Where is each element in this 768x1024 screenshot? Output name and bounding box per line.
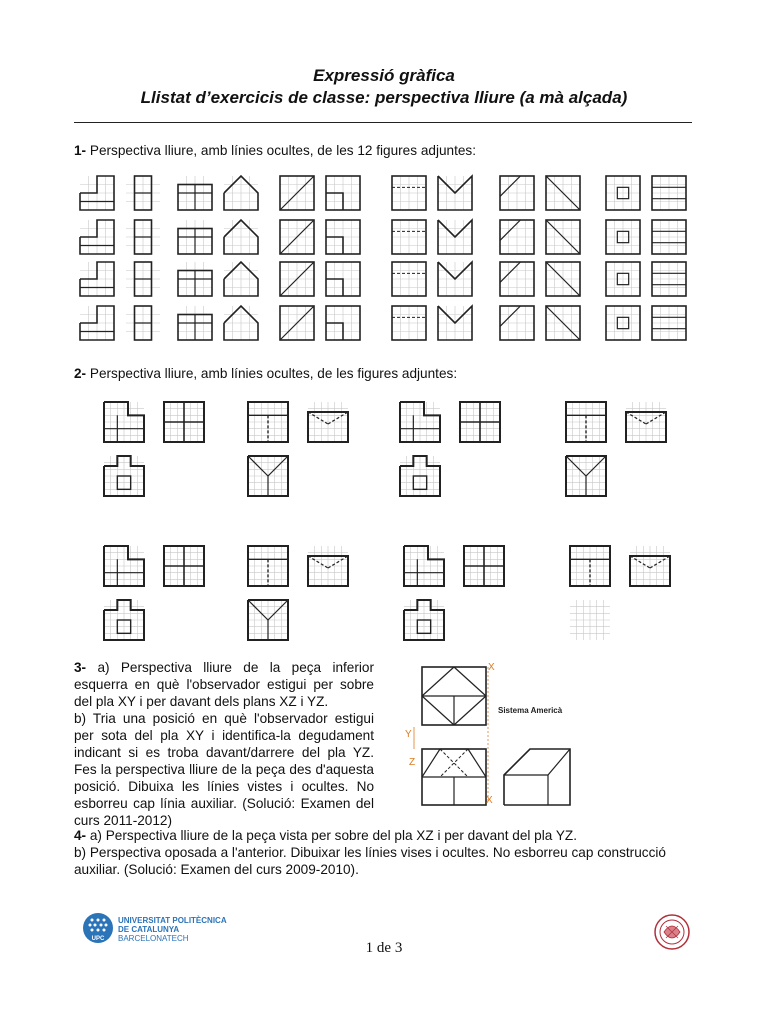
exercise-1-view (80, 262, 114, 296)
header-rule (74, 122, 692, 123)
exercise-1-statement (74, 142, 476, 159)
exercise-2-view (400, 402, 440, 442)
exercise-1-view (126, 220, 160, 254)
exercise-2-statement (74, 365, 457, 382)
exercise-1-view (500, 262, 534, 296)
exercise-3-statement (74, 659, 374, 829)
exercise-2-view (248, 456, 288, 496)
exercise-1-view (224, 306, 258, 340)
exercise-1-view (326, 306, 360, 340)
exercise-1-view (126, 262, 160, 296)
exercise-3-text-a: a) Perspectiva lliure de la peça inferior esquerra en què l'observador estigui per sobre del pla XY i per davant dels plans XZ i YZ. (74, 660, 374, 709)
exercise-1-view (438, 220, 472, 254)
exercise-1-view (178, 306, 212, 340)
exercise-1-view (392, 176, 426, 210)
exercise-1-view (392, 262, 426, 296)
exercise-1-view (224, 262, 258, 296)
exercise-1-view (438, 262, 472, 296)
exercise-1-view (224, 176, 258, 210)
university-name-line1: UNIVERSITAT POLITÈCNICA (118, 916, 227, 925)
exercise-2-view (570, 600, 610, 640)
exercise-1-view (392, 220, 426, 254)
page-number: 1 de 3 (365, 940, 403, 956)
exercise-1-view (126, 176, 160, 210)
exercise-2-view (248, 600, 288, 640)
axis-x-top-label: X (488, 662, 495, 673)
exercise-1-view (280, 220, 314, 254)
university-name-line3: BARCELONATECH (118, 934, 189, 943)
exercise-1-view (606, 262, 640, 296)
exercise-1-view (546, 176, 580, 210)
axis-x-bottom-label: X (486, 795, 493, 806)
exercise-1-view (80, 176, 114, 210)
exercise-1-view (546, 306, 580, 340)
exercise-1-view (500, 220, 534, 254)
exercise-1-view (178, 176, 212, 210)
document-subtitle: Llistat d’exercicis de classe: perspectiva lliure (a mà alçada) (140, 88, 628, 107)
exercise-1-view (280, 262, 314, 296)
exercise-1-view (500, 176, 534, 210)
exercise-1-figures (0, 168, 768, 368)
exercise-2-view (404, 600, 444, 640)
exercise-1-view (438, 176, 472, 210)
exercise-2-view (104, 402, 144, 442)
exercise-1-view (606, 220, 640, 254)
axis-z-label: Z (409, 757, 416, 768)
exercise-2-view (104, 546, 144, 586)
system-label: Sistema Americà (498, 706, 563, 715)
exercise-4-text-a: a) Perspectiva lliure de la peça vista per sobre del pla XZ i per davant del pla YZ. (89, 828, 577, 843)
exercise-2-view (104, 456, 144, 496)
exercise-4-number: 4- (74, 828, 87, 843)
exercise-1-view (178, 262, 212, 296)
exercise-1-view (546, 220, 580, 254)
exercise-2-view (308, 546, 348, 586)
exercise-1-view (652, 176, 686, 210)
exercise-3-number: 3- (74, 660, 87, 675)
exercise-3-views (422, 667, 570, 805)
exercise-1-view (80, 220, 114, 254)
exercise-2-view (104, 600, 144, 640)
axis-y-label: Y (405, 729, 412, 740)
exercise-2-view (464, 546, 504, 586)
exercise-1-view (326, 262, 360, 296)
exercise-1-view (606, 306, 640, 340)
exercise-1-view (392, 306, 426, 340)
exercise-1-view (126, 306, 160, 340)
upc-logo-text: UPC (91, 936, 105, 942)
exercise-1-view (546, 262, 580, 296)
exercise-1-view (280, 306, 314, 340)
exercise-3-figure (400, 657, 600, 817)
exercise-1-view (80, 306, 114, 340)
exercise-1-view (280, 176, 314, 210)
exercise-1-view (652, 220, 686, 254)
exercise-2-number: 2- (74, 366, 87, 381)
document-title: Expressió gràfica (313, 66, 455, 85)
exercise-3-text-b: b) Tria una posició en què l'observador estigui per sota del pla XY i identifica-la degudament indicant si es troba davant/darrere del pla YZ. Fes la perspectiva lliure de la peça des d'aquesta posició. Dibuixa les línies vistes i ocultes. No esborreu cap línia auxiliar. (Solució: Examen del curs 2011-2012) (74, 711, 374, 828)
exercise-2-view (400, 456, 440, 496)
exercise-1-view (606, 176, 640, 210)
exercise-1-view (326, 220, 360, 254)
exercise-2-view (570, 546, 610, 586)
exercise-2-view (248, 546, 288, 586)
exercise-2-view (308, 402, 348, 442)
exercise-1-view (500, 306, 534, 340)
exercise-1-text: Perspectiva lliure, amb línies ocultes, de les 12 figures adjuntes: (89, 143, 476, 158)
exercise-2-view (248, 402, 288, 442)
exercise-4-text-b: b) Perspectiva oposada a l'anterior. Dibuixar les línies vises i ocultes. No esborreu cap construcció auxiliar. (Solució: Examen del curs 2009-2010). (74, 845, 666, 877)
exercise-1-view (438, 306, 472, 340)
exercise-1-number: 1- (74, 143, 87, 158)
exercise-1-view (652, 306, 686, 340)
exercise-2-view (164, 402, 204, 442)
exercise-2-view (404, 546, 444, 586)
exercise-2-view (566, 456, 606, 496)
exercise-1-view (652, 262, 686, 296)
exercise-2-view (626, 402, 666, 442)
exercise-1-view (326, 176, 360, 210)
exercise-2-view (630, 546, 670, 586)
exercise-1-view (178, 220, 212, 254)
exercise-4-statement (74, 827, 694, 878)
exercise-2-view (164, 546, 204, 586)
exercise-2-view (460, 402, 500, 442)
exercise-2-view (566, 402, 606, 442)
seal-icon (652, 912, 692, 952)
exercise-1-view (224, 220, 258, 254)
exercise-2-figures (0, 390, 768, 650)
university-name-line2: DE CATALUNYA (118, 925, 180, 934)
exercise-2-text: Perspectiva lliure, amb línies ocultes, de les figures adjuntes: (89, 366, 458, 381)
